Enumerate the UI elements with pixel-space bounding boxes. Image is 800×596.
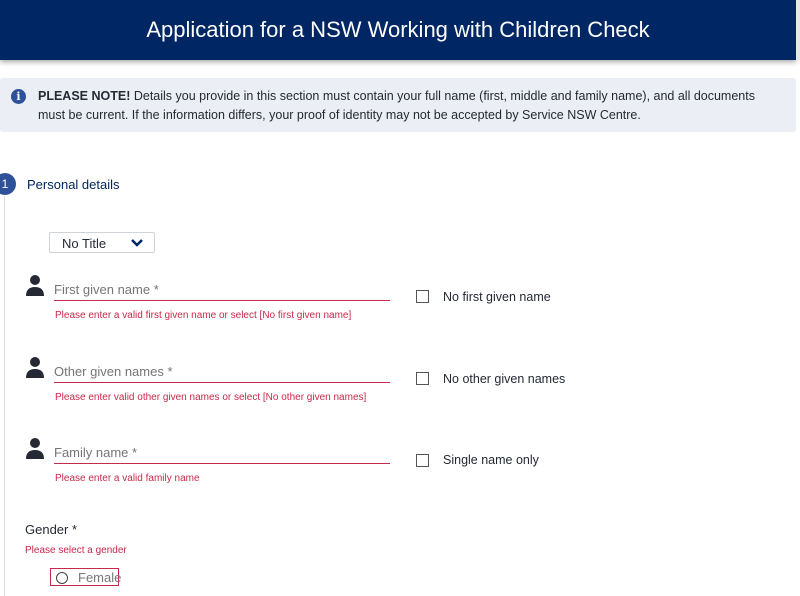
person-icon xyxy=(25,356,45,378)
page-title: Application for a NSW Working with Children Check xyxy=(146,17,650,42)
page-header xyxy=(0,0,796,60)
gender-female-radio[interactable] xyxy=(50,568,122,586)
notice-bold: PLEASE NOTE! xyxy=(38,89,131,103)
chevron-down-icon xyxy=(130,238,144,248)
person-icon xyxy=(25,437,45,459)
first-given-name-error: Please enter a valid first given name or select [No first given name] xyxy=(55,310,352,321)
notice-box xyxy=(0,78,796,132)
other-given-names-input[interactable] xyxy=(54,361,390,383)
scrollbar-track[interactable] xyxy=(796,0,800,60)
step-number: 1 xyxy=(0,173,16,195)
single-name-only-checkbox[interactable] xyxy=(416,454,429,467)
first-given-name-input[interactable] xyxy=(54,279,390,301)
step-label: Personal details xyxy=(27,177,120,192)
step-line xyxy=(4,196,5,596)
person-icon xyxy=(25,274,45,296)
radio-circle-icon xyxy=(56,572,68,584)
notice-text: Details you provide in this section must contain your full name (first, middle and family name), and all documents must be current. If the information differs, your proof of identity may not be accepted by Service NSW Centre. xyxy=(38,89,755,122)
gender-female-label: Female xyxy=(78,570,122,585)
family-name-error: Please enter a valid family name xyxy=(55,473,200,484)
no-first-given-name-checkbox[interactable] xyxy=(416,290,429,303)
no-first-given-name-label[interactable]: No first given name xyxy=(443,290,551,304)
title-select-value: No Title xyxy=(62,236,107,251)
family-name-input[interactable] xyxy=(54,442,390,464)
gender-label: Gender * xyxy=(25,522,78,537)
no-other-given-names-checkbox[interactable] xyxy=(416,372,429,385)
info-icon: i xyxy=(11,89,26,104)
single-name-only-label[interactable]: Single name only xyxy=(443,453,539,467)
no-other-given-names-label[interactable]: No other given names xyxy=(443,372,566,386)
gender-error: Please select a gender xyxy=(25,545,127,556)
other-given-names-error: Please enter valid other given names or select [No other given names] xyxy=(55,392,367,403)
title-select[interactable] xyxy=(49,232,155,253)
